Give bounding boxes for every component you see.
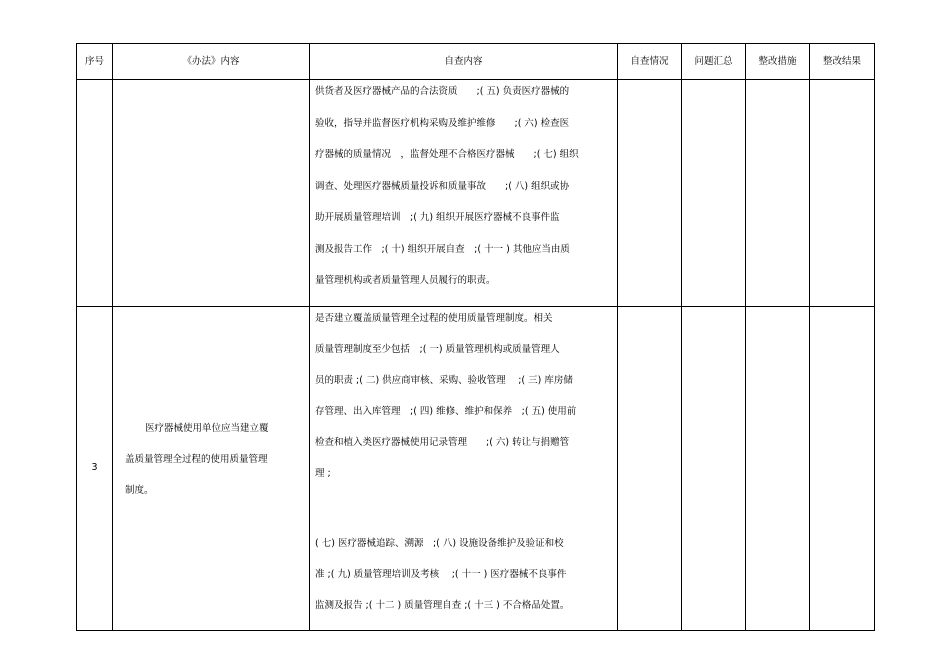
header-check-content: 自查内容	[310, 44, 618, 80]
text-line: 制度。	[125, 484, 154, 496]
text-line: 存管理、出入库管理 ;( 四) 维修、维护和保养 ;( 五) 使用前	[315, 405, 577, 417]
row1-check-cell	[310, 80, 618, 307]
text-line: 监测及报告 ;( 十二 ) 质量管理自查 ;( 十三 ) 不合格品处置。	[315, 599, 570, 611]
paragraph-gap	[315, 498, 611, 537]
row2-issue-cell	[682, 306, 746, 630]
row2-result-cell	[810, 306, 875, 630]
text-line: 量管理机构或者质量管理人员履行的职责。	[315, 275, 496, 286]
header-rectification-result: 整改结果	[810, 44, 875, 80]
header-seq: 序号	[77, 44, 113, 80]
text-line: 质量管理制度至少包括 ;( 一) 质量管理机构或质量管理人	[315, 343, 560, 355]
row1-result-cell	[810, 80, 875, 307]
table-row	[77, 306, 875, 630]
row1-status-cell	[618, 80, 682, 307]
row2-rule-text	[113, 422, 309, 515]
text-line: 调查、处理医疗器械质量投诉和质量事故 ;( 八) 组织或协	[315, 180, 570, 192]
text-line: 疗器械的质量情况 ，监督处理不合格医疗器械 ;( 七) 组织	[315, 149, 579, 160]
row2-status-cell	[618, 306, 682, 630]
row2-measures-cell	[746, 306, 810, 630]
text-line: 测及报告工作 ;( 十) 组织开展自查 ;( 十一 ) 其他应当由质	[315, 243, 570, 255]
text-line: 验收，指导并监督医疗机构采购及维护维修 ;( 六) 检查医	[315, 117, 570, 129]
row2-check-cell	[310, 306, 618, 630]
row1-issue-cell	[682, 80, 746, 307]
row2-seq-cell: 3	[77, 306, 113, 630]
row1-check-text	[310, 80, 617, 306]
row2-check-text	[310, 307, 617, 630]
row2-rule-cell	[113, 306, 310, 630]
header-rule-content: 《办法》内容	[113, 44, 310, 80]
text-line: 员的职责 ;( 二) 供应商审核、采购、验收管理 ;( 三) 库房储	[315, 374, 573, 386]
text-line: 理 ;	[315, 467, 331, 479]
text-line: 是否建立覆盖质量管理全过程的使用质量管理制度。相关	[315, 312, 553, 324]
text-line: ( 七) 医疗器械追踪、溯源 ;( 八) 设施设备维护及验证和校	[315, 537, 564, 549]
header-rectification-measures: 整改措施	[746, 44, 810, 80]
text-line: 检查和植入类医疗器械使用记录管理 ;( 六) 转让与捐赠管	[315, 436, 570, 448]
row1-measures-cell	[746, 80, 810, 307]
row1-rule-cell	[113, 80, 310, 307]
table-row	[77, 80, 875, 307]
table-header-row	[77, 44, 875, 80]
text-line: 准 ;( 九) 质量管理培训及考核 ;( 十一 ) 医疗器械不良事件	[315, 568, 567, 580]
header-check-status: 自查情况	[618, 44, 682, 80]
text-line: 医疗器械使用单位应当建立覆	[145, 422, 269, 434]
header-issue-summary: 问题汇总	[682, 44, 746, 80]
text-line: 供货者及医疗器械产品的合法资质 ;( 五) 负责医疗器械的	[315, 86, 570, 97]
self-inspection-table	[76, 43, 875, 631]
text-line: 盖质量管理全过程的使用质量管理	[125, 453, 268, 465]
text-line: 助开展质量管理培训 ;( 九) 组织开展医疗器械不良事件监	[315, 212, 560, 223]
row1-seq-cell	[77, 80, 113, 307]
